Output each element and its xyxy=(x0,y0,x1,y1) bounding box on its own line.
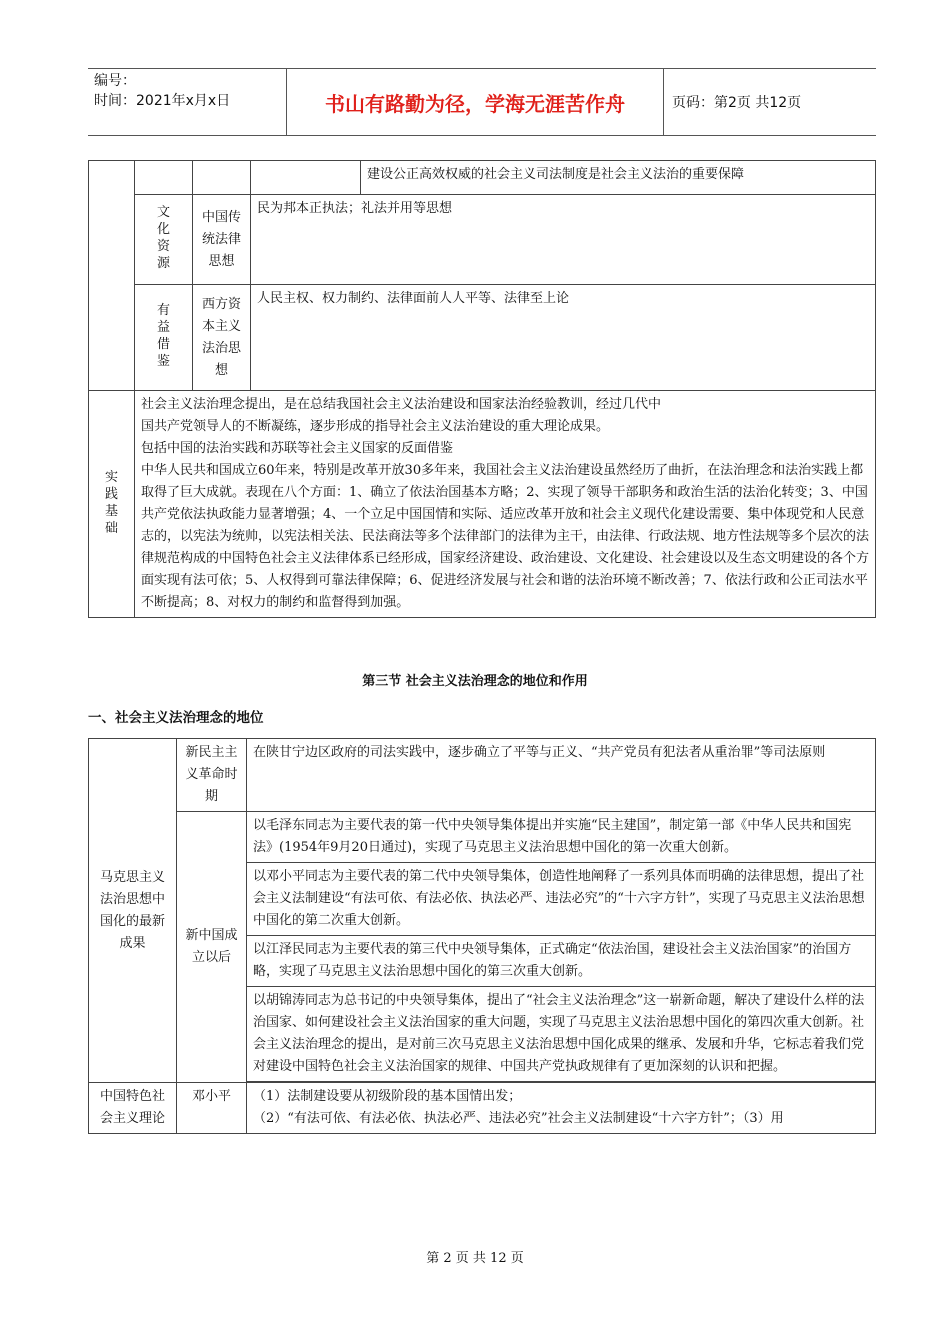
borrow-label-cell xyxy=(135,285,193,391)
period1-text: 在陕甘宁边区政府的司法实践中，逐步确立了平等与正义、“共产党员有犯法者从重治罪”等司法原则 xyxy=(247,739,876,812)
number-label: 编号： xyxy=(94,73,136,89)
practice-line: 中华人民共和国成立60年来，特别是改革开放30多年来，我国社会主义法治建设虽然经历了曲折，在法治理念和法治实践上都取得了巨大成就。表现在八个方面：1、确立了依法治国基本方略；2、实现了领导干部职务和政治生活的法治化转变；3、中国共产党依法执政能力显著增强；4、一个立足中国国情和实际、适应改革开放和社会主义现代化建设需要、集中体现党和人民意志的，以宪法为统帅，以宪法相关法、民法商法等多个法律部门的法律为主干，由法律、行政法规、地方性法规等多个层次的法律规范构成的中国特色社会主义法律体系已经形成，国家经济建设、政治建设、文化建设、社会建设以及生态文明建设的各个方面实现有法可依；5、人权得到可靠法律保障；6、促进经济发展与社会和谐的法治环境不断改善；7、依法行政和公正司法水平不断提高；8、对权力的制约和监督得到加强。 xyxy=(141,463,870,610)
practice-label-cell xyxy=(89,391,135,618)
theory-label: 中国特色社会主义理论 xyxy=(89,1083,177,1134)
deng-cell xyxy=(247,1083,876,1134)
gen1-text: 以毛泽东同志为主要代表的第一代中央领导集体提出并实施“民主建国”，制定第一部《中华人民共和国宪法》(1954年9月20日通过)，实现了马克思主义法治思想中国化的第一次重大创新。 xyxy=(247,812,876,863)
deng-line: （2）“有法可依、有法必依、执法必严、违法必究”社会主义法制建设“十六字方针”；（3）用 xyxy=(253,1111,784,1126)
period2-label: 新中国成立以后 xyxy=(177,812,247,1083)
basis-table xyxy=(88,160,876,618)
page-footer: 第 2 页 共 12 页 xyxy=(426,1251,524,1266)
row0-text: 建设公正高效权威的社会主义司法制度是社会主义法治的重要保障 xyxy=(361,161,876,195)
borrow-text: 人民主权、权力制约、法律面前人人平等、法律至上论 xyxy=(251,285,876,391)
practice-cell xyxy=(135,391,876,618)
practice-line: 包括中国的法治实践和苏联等社会主义国家的反面借鉴 xyxy=(141,441,454,456)
header-motto: 书山有路勤为径，学海无涯苦作舟 xyxy=(286,69,664,135)
practice-line: 社会主义法治理念提出，是在总结我国社会主义法治建设和国家法治经验教训，经过几代中 xyxy=(141,397,662,412)
blank-cell xyxy=(193,161,251,195)
deng-line: （1）法制建设要从初级阶段的基本国情出发； xyxy=(253,1089,522,1104)
header-page-label: 页码：第2页 共12页 xyxy=(672,95,802,111)
period1-label: 新民主主义革命时期 xyxy=(177,739,247,812)
practice-line: 国共产党领导人的不断凝练，逐步形成的指导社会主义法治建设的重大理论成果。 xyxy=(141,419,610,434)
main-label: 马克思主义法治思想中国化的最新成果 xyxy=(89,739,177,1083)
borrow-sub: 西方资本主义法治思想 xyxy=(193,285,251,391)
status-table xyxy=(88,738,876,1134)
practice-label: 实践基础 xyxy=(104,469,118,536)
culture-label-cell xyxy=(135,195,193,285)
culture-label: 文化资源 xyxy=(156,205,170,271)
gen3-text: 以江泽民同志为主要代表的第三代中央领导集体，正式确定“依法治国，建设社会主义法治国家”的治国方略，实现了马克思主义法治思想中国化的第三次重大创新。 xyxy=(247,936,876,987)
blank-cell xyxy=(251,161,361,195)
gen4-text: 以胡锦涛同志为总书记的中央领导集体，提出了“社会主义法治理念”这一崭新命题，解决了建设什么样的法治国家、如何建设社会主义法治国家的重大问题，实现了马克思主义法治思想中国化的第四次重大创新。社会主义法治理念的提出，是对前三次马克思主义法治思想中国化成果的继承、发展和升华，它标志着我们党对建设中国特色社会主义法治国家的规律、中国共产党执政规律有了更加深刻的认识和把握。 xyxy=(247,987,876,1082)
blank-cell xyxy=(89,161,135,391)
borrow-label: 有益借鉴 xyxy=(156,303,170,369)
page-header xyxy=(88,68,876,136)
header-meta xyxy=(88,69,286,135)
culture-sub: 中国传统法律思想 xyxy=(193,195,251,285)
gen2-text: 以邓小平同志为主要代表的第二代中央领导集体，创造性地阐释了一系列具体而明确的法律思想，提出了社会主义法制建设“有法可依、有法必依、执法必严、违法必究”的“十六字方针”，实现了马克思主义法治思想中国化的第二次重大创新。 xyxy=(247,863,876,936)
culture-text: 民为邦本正执法；礼法并用等思想 xyxy=(251,195,876,285)
subsection-title: 一、社会主义法治理念的地位 xyxy=(88,710,264,726)
time-label: 时间：2021年x月x日 xyxy=(94,93,231,109)
blank-cell xyxy=(135,161,193,195)
section-title: 第三节 社会主义法治理念的地位和作用 xyxy=(362,674,588,689)
deng-label: 邓小平 xyxy=(177,1083,247,1134)
